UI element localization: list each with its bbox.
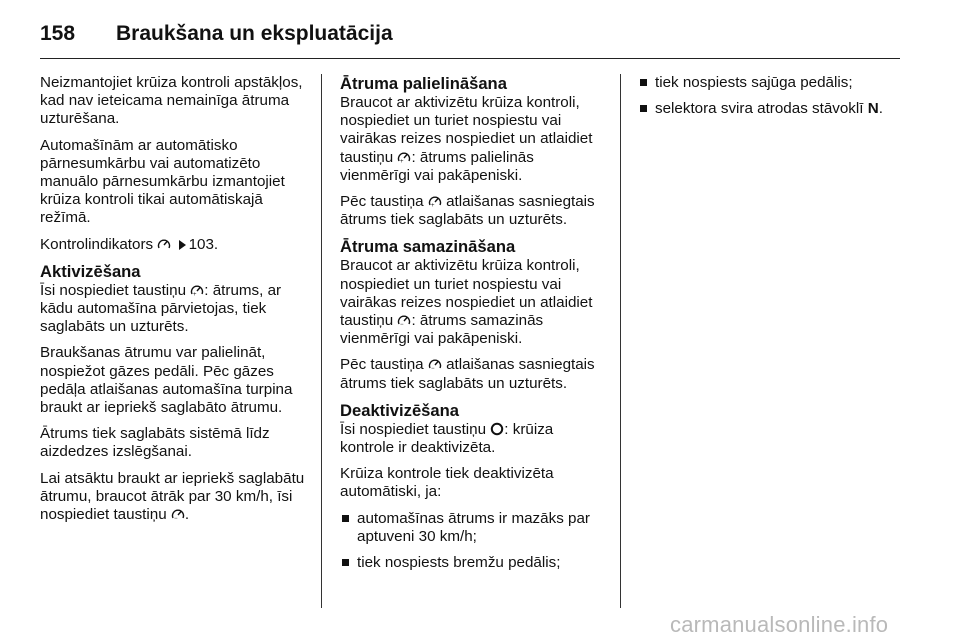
column-2 xyxy=(340,74,608,580)
paragraph xyxy=(340,257,608,348)
paragraph xyxy=(340,356,608,392)
paragraph: Automašīnām ar automātisko pārnesumkārbu vai automatizēto manuālo pārnesumkārbu izmantojiet krūiza kontroli tikai automātiskajā režīmā. xyxy=(40,136,285,227)
circle-off-icon xyxy=(490,421,504,439)
paragraph xyxy=(40,236,308,254)
speedometer-minus-icon xyxy=(397,312,411,330)
speedometer-plus-icon xyxy=(190,282,204,300)
text: Īsi nospiediet taustiņu xyxy=(340,420,487,438)
svg-text:+: + xyxy=(193,291,197,297)
paragraph xyxy=(40,470,308,525)
text: Kontrolindikators xyxy=(40,235,154,253)
text: : ātrums palielinās vienmērīgi vai pakāpeniski. xyxy=(340,148,534,184)
text: Braucot ar aktivizētu krūiza kontroli, nospiediet un turiet nospiestu vai vairākas reizes nospiediet un atlaidiet taustiņu xyxy=(340,257,593,330)
gear-position: N xyxy=(867,100,879,118)
svg-text:−: − xyxy=(173,516,178,522)
list-item: automašīnas ātrums ir mazāks par aptuveni 30 km/h; xyxy=(340,510,608,546)
svg-text:+: + xyxy=(400,158,404,164)
speedometer-minus-icon xyxy=(428,356,442,374)
column-divider xyxy=(321,74,322,608)
paragraph xyxy=(340,94,608,185)
paragraph: Krūiza kontrole tiek deaktivizēta automātiski, ja: xyxy=(340,465,554,501)
text: . xyxy=(184,506,190,524)
column-1 xyxy=(40,74,308,532)
text: Īsi nospiediet taustiņu xyxy=(40,281,187,299)
paragraph: Neizmantojiet krūiza kontroli apstākļos, kad nav ieteicama nemainīga ātruma uzturēšana. xyxy=(40,74,303,128)
column-3 xyxy=(638,74,918,126)
text: Pēc taustiņa xyxy=(340,356,424,374)
page-number: 158 xyxy=(40,22,76,45)
speedometer-icon xyxy=(157,236,171,254)
text: atlaišanas sasniegtais ātrums tiek saglabāts un uzturēts. xyxy=(340,193,595,229)
text: atlaišanas sasniegtais ātrums tiek saglabāts un uzturēts. xyxy=(340,356,595,392)
paragraph xyxy=(40,282,308,337)
speedometer-plus-icon xyxy=(428,193,442,211)
section-heading-deactivate: Deaktivizēšana xyxy=(340,400,459,420)
speedometer-minus-icon xyxy=(171,506,185,524)
list-item: tiek nospiests bremžu pedālis; xyxy=(340,554,608,572)
text: Braucot ar aktivizētu krūiza kontroli, nospiediet un turiet nospiestu vai vairākas reizes nospiediet un atlaidiet taustiņu xyxy=(340,94,593,166)
list-item: tiek nospiests sajūga pedālis; xyxy=(638,74,918,92)
section-heading-increase: Ātruma palielināšana xyxy=(340,74,507,93)
paragraph: Braukšanas ātrumu var palielināt, nospiežot gāzes pedāli. Pēc gāzes pedāļa atlaišanas automašīna turpina braukt ar iepriekš saglabāto ātrumu. xyxy=(40,344,293,417)
column-divider xyxy=(620,74,621,608)
paragraph: Ātrums tiek saglabāts sistēmā līdz aizdedzes izslēgšanai. xyxy=(40,425,270,461)
paragraph xyxy=(340,193,608,229)
text: Pēc taustiņa xyxy=(340,193,424,211)
speedometer-plus-icon xyxy=(397,149,411,167)
page-header xyxy=(40,18,900,59)
list-item xyxy=(638,100,918,118)
page-reference: 103. xyxy=(188,235,219,253)
svg-text:−: − xyxy=(430,366,435,372)
text: selektora svira atrodas stāvoklī xyxy=(655,100,864,118)
page-title: Braukšana un ekspluatācija xyxy=(116,22,393,45)
text: : ātrums, ar kādu automašīna pārvietojas, tiek saglabāts un uzturēts. xyxy=(40,281,282,336)
svg-text:−: − xyxy=(400,322,404,328)
section-heading-decrease: Ātruma samazināšana xyxy=(340,237,516,257)
watermark: carmanualsonline.info xyxy=(670,612,889,637)
text: Lai atsāktu braukt ar iepriekš saglabātu ātrumu, braucot ātrāk par 30 km/h, īsi nospiediet taustiņu xyxy=(40,469,305,524)
text: . xyxy=(878,100,883,118)
paragraph xyxy=(340,421,608,457)
text: : ātrums samazinās vienmērīgi vai pakāpeniski. xyxy=(340,312,544,348)
svg-text:+: + xyxy=(430,203,435,209)
triangle-arrow-icon xyxy=(179,240,186,250)
section-heading-activate: Aktivizēšana xyxy=(40,261,141,281)
text: : krūiza kontrole ir deaktivizēta. xyxy=(340,420,554,457)
